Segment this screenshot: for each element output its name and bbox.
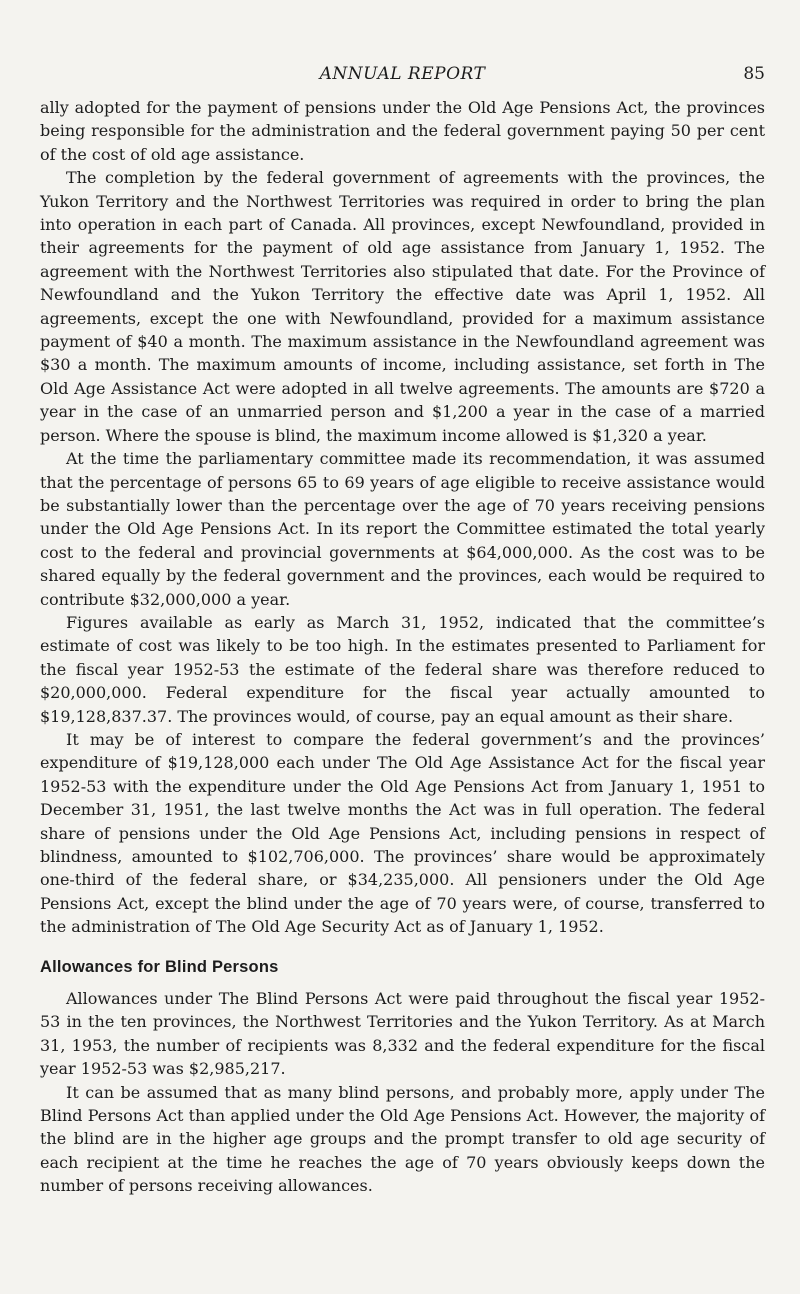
page-header bbox=[40, 64, 765, 88]
report-body bbox=[40, 96, 765, 1198]
paragraph-blind-transfer: It can be assumed that as many blind persons, and probably more, apply under The Blind Persons Act than applied under the Old Age Pensions Act. However, the majority of the blind are in the higher age groups and the prompt transfer to old age security of each recipient at the time he reaches the age of 70 years obviously keeps down the number of persons receiving allowances. bbox=[40, 1082, 765, 1196]
paragraph-blind-allowances: Allowances under The Blind Persons Act were paid throughout the fiscal year 1952-53 in the ten provinces, the Northwest Territories and the Yukon Territory. As at March 31, 1953, the number of recipients was 8,332 and the federal expenditure for the fiscal year 1952-53 was $2,985,217. bbox=[40, 989, 765, 1079]
paragraph-figures-available: Figures available as early as March 31, 1952, indicated that the committee’s estimate of cost was likely to be too high. In the estimates presented to Parliament for the fiscal year 1952-53 the estimate of the federal share was therefore reduced to $20,000,000. Federal expenditure for the fiscal year actually amounted to $19,128,837.37. The provinces would, of course, pay an equal amount as their share. bbox=[40, 612, 765, 726]
paragraph-agreements: The completion by the federal government of agreements with the provinces, the Yukon Territory and the Northwest Territories was required in order to bring the plan into operation in each part of Canada. All provinces, except Newfoundland, provided in their agreements for the payment of old age assistance from January 1, 1952. The agreement with the Northwest Territories also stipulated that date. For the Province of Newfoundland and the Yukon Territory the effective date was April 1, 1952. All agreements, except the one with Newfoundland, provided for a maximum assistance payment of $40 a month. The maximum assistance in the Newfoundland agreement was $30 a month. The maximum amounts of income, including assistance, set forth in The Old Age Assistance Act were adopted in all twelve agreements. The amounts are $720 a year in the case of an unmarried person and $1,200 a year in the case of a married person. Where the spouse is blind, the maximum income allowed is $1,320 a year. bbox=[40, 168, 765, 445]
section-heading-blind-persons: Allowances for Blind Persons bbox=[40, 957, 279, 976]
paragraph-committee-estimate: At the time the parliamentary committee made its recommendation, it was assumed that the percentage of persons 65 to 69 years of age eligible to receive assistance would be substantially lower than the percentage over the age of 70 years receiving pensions under the Old Age Pensions Act. In its report the Committee estimated the total yearly cost to the federal and provincial governments at $64,000,000. As the cost was to be shared equally by the federal government and the provinces, each would be required to contribute $32,000,000 a year. bbox=[40, 449, 765, 609]
running-title: ANNUAL REPORT bbox=[319, 64, 486, 84]
paragraph-continued: ally adopted for the payment of pensions under the Old Age Pensions Act, the provinces being responsible for the administration and the federal government paying 50 per cent of the cost of old age assistance. bbox=[40, 98, 765, 164]
paragraph-comparison: It may be of interest to compare the federal government’s and the provinces’ expenditure of $19,128,000 each under The Old Age Assistance Act for the fiscal year 1952-53 with the expenditure under the Old Age Pensions Act from January 1, 1951 to December 31, 1951, the last twelve months the Act was in full operation. The federal share of pensions under the Old Age Pensions Act, including pensions in respect of blindness, amounted to $102,706,000. The provinces’ share would be approximately one-third of the federal share, or $34,235,000. All pensioners under the Old Age Pensions Act, except the blind under the age of 70 years were, of course, transferred to the administration of The Old Age Security Act as of January 1, 1952. bbox=[40, 729, 765, 937]
page-number: 85 bbox=[743, 64, 765, 84]
